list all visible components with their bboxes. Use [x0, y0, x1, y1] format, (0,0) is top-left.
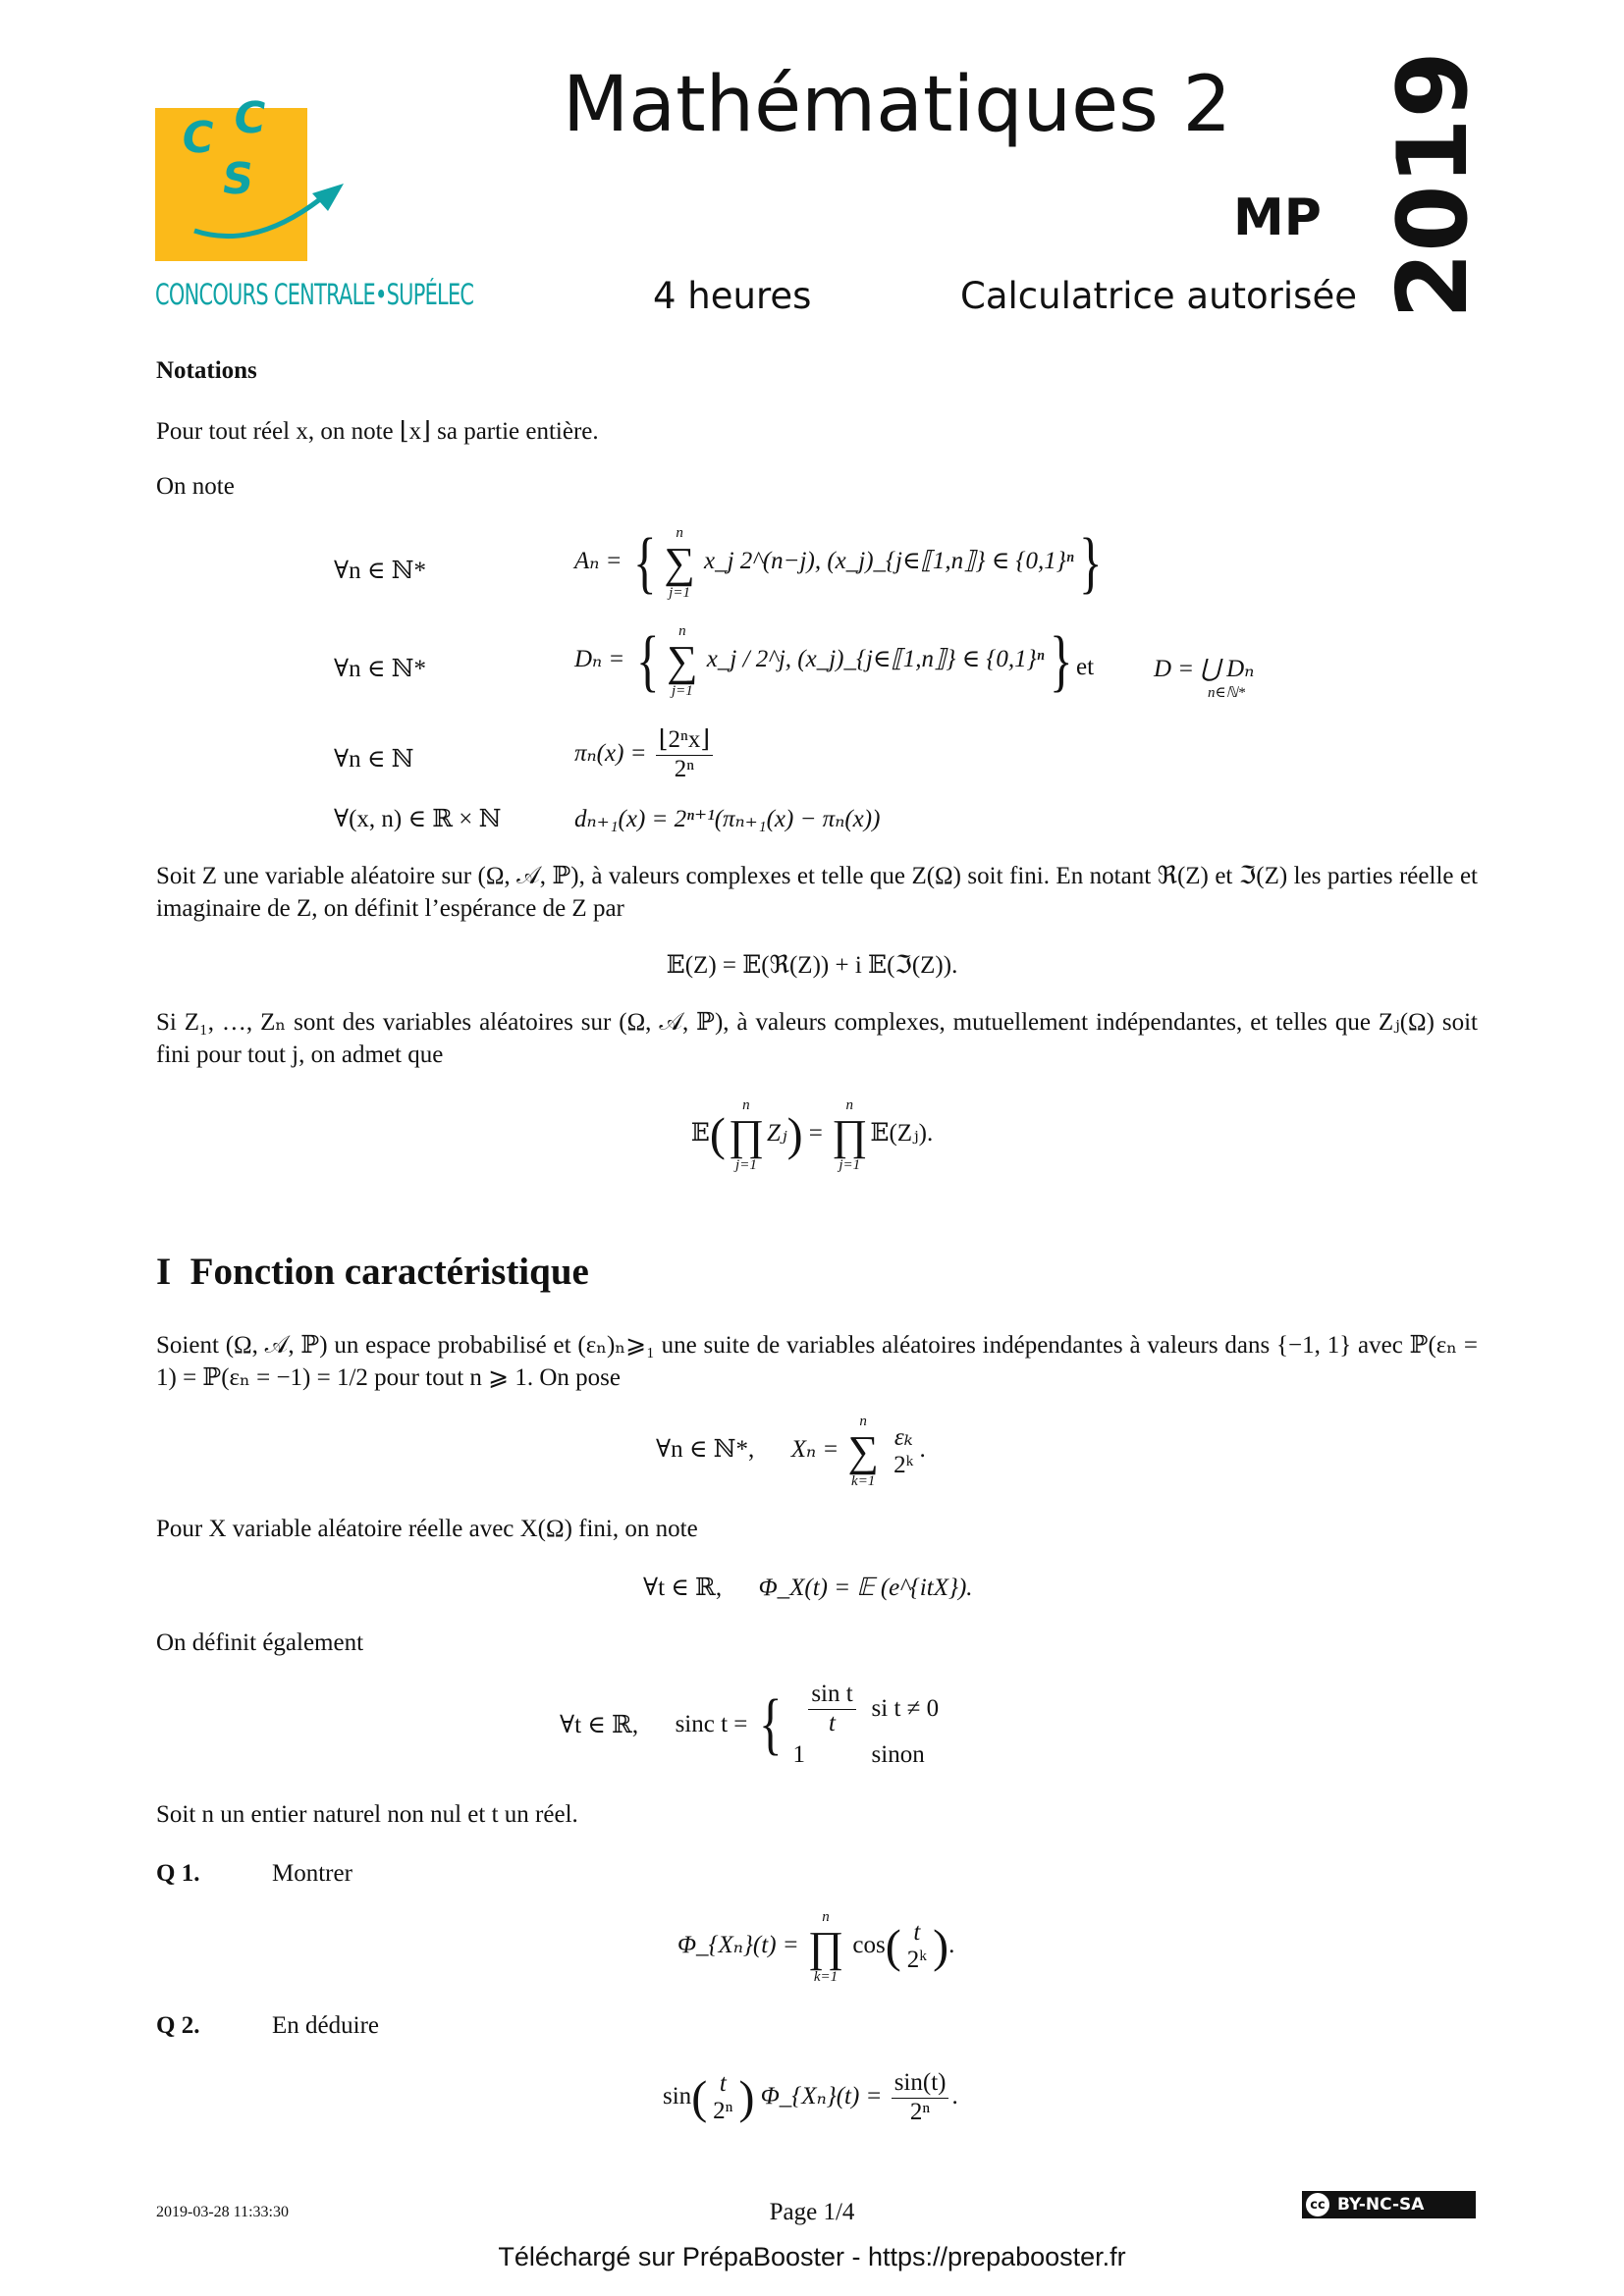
product-formula: 𝔼( n ∏ j=1 Zⱼ) = n ∏ j=1 𝔼(Zⱼ).	[690, 1097, 934, 1173]
context-sentence: Soit n un entier naturel non nul et t un réel.	[156, 1801, 578, 1828]
q2-text: En déduire	[272, 2012, 379, 2039]
independence-paragraph: Si Z₁, …, Zₙ sont des variables aléatoires sur (Ω, 𝒜, ℙ), à valeurs complexes, mutuellement indépendantes, et telles que Zⱼ(Ω) soit fini pour tout j, on admet que	[156, 1009, 1478, 1068]
phi-intro: Pour X variable aléatoire réelle avec X(Ω) fini, on note	[156, 1516, 698, 1542]
prod-lhs: 𝔼	[690, 1120, 710, 1148]
q2-formula: sin( t 2ⁿ ) Φ_{Xₙ}(t) = $\frac{\sin(t)}{\text{2ⁿ}}$ .	[663, 2069, 958, 2125]
phi-definition	[643, 1573, 973, 1602]
def-D-union-expr: D = ⋃ Dₙ	[1154, 656, 1255, 682]
def-D-lhs: Dₙ =	[574, 646, 625, 673]
svg-text:S: S	[218, 154, 257, 204]
sinc-intro: On définit également	[156, 1629, 364, 1656]
sinc-num: sin t	[808, 1681, 855, 1710]
def-D-union	[1154, 654, 1254, 702]
xn-num: εₖ	[893, 1424, 913, 1452]
sinc-quantifier: ∀t ∈ ℝ,	[560, 1711, 639, 1738]
calculator-label: Calculatrice autorisée	[960, 275, 1357, 317]
cc-icon: cc	[1306, 2193, 1329, 2216]
def-D-union-sub: n∈ℕ*	[1208, 685, 1246, 701]
prod-bottom: j=1	[735, 1156, 757, 1173]
q2-label: Q 2.	[156, 2012, 200, 2039]
q2-num2: sin(t)	[892, 2069, 949, 2099]
q2-mid: Φ_{Xₙ}(t) =	[760, 2082, 883, 2109]
xn-quantifier: ∀n ∈ ℕ*,	[656, 1436, 755, 1464]
exam-title: Mathématiques 2	[563, 61, 1232, 149]
section-heading: I Fonction caractéristique	[156, 1251, 589, 1293]
def-A-quantifier: ∀n ∈ ℕ*	[334, 558, 426, 584]
q1-bottom: k=1	[813, 1968, 839, 1985]
duration-label: 4 heures	[653, 275, 812, 317]
notation-floor: Pour tout réel x, on note ⌊x⌋ sa partie entière.	[156, 418, 599, 445]
def-D-body: x_j / 2^j, (x_j)_{j∈⟦1,n⟧} ∈ {0,1}ⁿ	[706, 646, 1045, 673]
def-d-formula: dₙ₊₁(x) = 2ⁿ⁺¹(πₙ₊₁(x) − πₙ(x))	[574, 806, 881, 832]
xn-definition: ∀n ∈ ℕ*, Xₙ = n ∑ k=1 εₖ 2ᵏ .	[656, 1414, 926, 1489]
track-label: MP	[1233, 188, 1322, 247]
setup-paragraph: Soient (Ω, 𝒜, ℙ) un espace probabilisé et (εₙ)ₙ⩾₁ une suite de variables aléatoires indépendantes à valeurs dans {−1, 1} avec ℙ(εₙ = 1) = ℙ(εₙ = −1) = 1/2 pour tout n ⩾ 1. On pose	[156, 1332, 1478, 1391]
def-D-quantifier: ∀n ∈ ℕ*	[334, 656, 426, 682]
sinc-lhs: sinc t =	[675, 1710, 748, 1737]
q2-den: 2ⁿ	[713, 2097, 733, 2124]
footer-timestamp: 2019-03-28 11:33:30	[156, 2204, 289, 2220]
q1-lhs: Φ_{Xₙ}(t) =	[677, 1932, 799, 1959]
prod-top: n	[742, 1097, 750, 1113]
xn-top: n	[859, 1414, 867, 1429]
def-A-body: x_j 2^(n−j), (x_j)_{j∈⟦1,n⟧} ∈ {0,1}ⁿ	[704, 548, 1074, 575]
license-text: BY-NC-SA	[1337, 2195, 1425, 2215]
expectation-formula: 𝔼(Z) = 𝔼(ℜ(Z)) + i 𝔼(ℑ(Z)).	[666, 952, 958, 979]
def-pi-quantifier: ∀n ∈ ℕ	[334, 746, 414, 773]
notations-heading: Notations	[156, 357, 257, 384]
sinc-cond2: sinon	[871, 1740, 925, 1768]
def-A-formula: Aₙ = { n ∑ j=1 x_j 2^(n−j), (x_j)_{j∈⟦1,n⟧} ∈ {0,1}ⁿ}	[574, 524, 1103, 601]
prod-inner: Zⱼ	[767, 1120, 787, 1148]
q1-formula: Φ_{Xₙ}(t) = n ∏ k=1 cos( t 2ᵏ ).	[677, 1909, 955, 1985]
q2-lhs: sin	[663, 2082, 692, 2109]
q1-top: n	[822, 1909, 830, 1925]
def-D-formula: Dₙ = { n ∑ j=1 x_j / 2^j, (x_j)_{j∈⟦1,n⟧} ∈ {0,1}ⁿ}	[574, 622, 1073, 699]
svg-text:C: C	[230, 93, 269, 143]
xn-lhs: Xₙ =	[790, 1436, 839, 1464]
def-pi-formula	[574, 726, 716, 784]
q1-num: t	[913, 1919, 921, 1947]
def-D-et: et	[1076, 654, 1095, 680]
q2-den2: 2ⁿ	[909, 2098, 931, 2125]
def-pi-num: ⌊2ⁿx⌋	[656, 726, 713, 756]
xn-bottom: k=1	[851, 1472, 876, 1489]
q1-text: Montrer	[272, 1860, 352, 1887]
def-pi-den: 2ⁿ	[674, 755, 695, 782]
sinc-val2: 1	[792, 1740, 806, 1768]
svg-text:C: C	[178, 113, 218, 163]
def-d-quantifier: ∀(x, n) ∈ ℝ × ℕ	[334, 806, 502, 832]
prod-rhs: 𝔼(Zⱼ).	[870, 1120, 934, 1148]
def-pi-lhs: πₙ(x) =	[574, 739, 647, 767]
q1-label: Q 1.	[156, 1860, 200, 1887]
sinc-cond1: si t ≠ 0	[871, 1694, 940, 1722]
notation-intro: On note	[156, 473, 235, 500]
q2-num: t	[719, 2069, 727, 2097]
phi-quantifier: ∀t ∈ ℝ,	[643, 1575, 723, 1601]
license-badge[interactable]	[1302, 2191, 1476, 2218]
xn-den: 2ᵏ	[893, 1452, 914, 1479]
q1-den: 2ᵏ	[906, 1947, 928, 1974]
sinc-den: t	[829, 1709, 836, 1736]
year-label: 2019	[1378, 51, 1489, 319]
phi-body: Φ_X(t) = 𝔼 (e^{itX}).	[758, 1575, 973, 1601]
logo-text: CONCOURS CENTRALE•SUPÉLEC	[155, 278, 474, 311]
expectation-paragraph: Soit Z une variable aléatoire sur (Ω, 𝒜, ℙ), à valeurs complexes et telle que Z(Ω) soit fini. En notant ℜ(Z) et ℑ(Z) les parties réelle et imaginaire de Z, on définit l’espérance de Z par	[156, 863, 1478, 922]
download-note[interactable]: Téléchargé sur PrépaBooster - https://prepabooster.fr	[498, 2242, 1126, 2271]
def-A-lhs: Aₙ =	[574, 548, 623, 575]
logo	[155, 83, 509, 319]
sinc-definition: ∀t ∈ ℝ, sinc t = { $\frac{\text{sin t}}{t}$ si t ≠ 0 1 sinon	[560, 1681, 940, 1768]
q1-func: cos	[852, 1932, 886, 1959]
logo-mark	[155, 83, 352, 270]
footer-page-number: Page 1/4	[769, 2199, 855, 2225]
